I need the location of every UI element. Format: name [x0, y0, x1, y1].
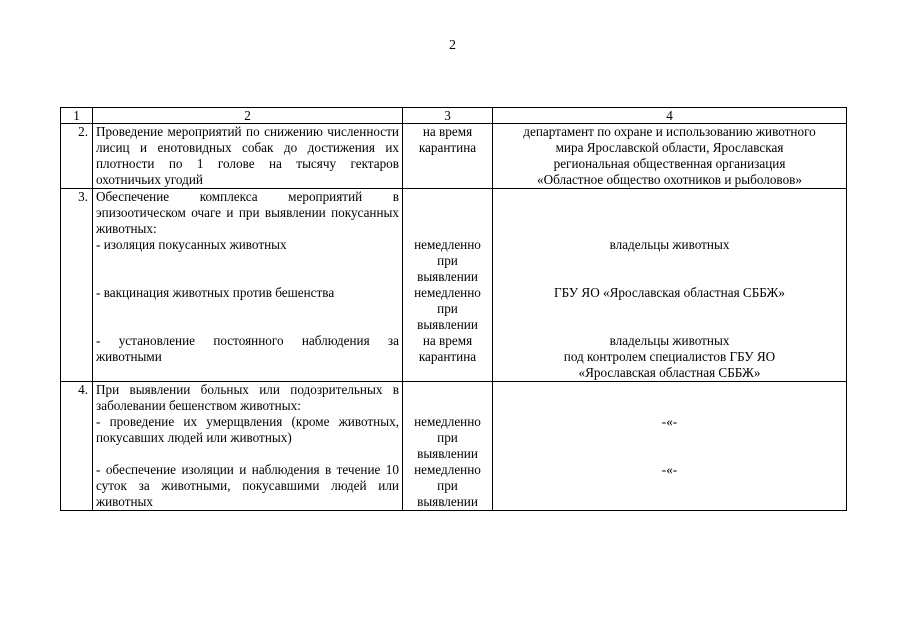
table-header-row	[61, 108, 847, 124]
measure-text: Проведение мероприятий по снижению численности лисиц и енотовидных собак до достижения их плотности по 1 голове на тысячу гектаров охотничьих угодий	[93, 124, 403, 189]
header-col-1: 1	[61, 108, 93, 124]
term-line: на время	[422, 124, 473, 139]
term-line: при	[437, 430, 458, 445]
responsible-line: «Ярославская областная СББЖ»	[578, 365, 761, 380]
row-number: 2.	[61, 124, 93, 189]
term-cell	[403, 382, 493, 511]
term-line: при	[437, 301, 458, 316]
responsible-cell	[493, 382, 847, 511]
row-number: 3.	[61, 189, 93, 382]
responsible-line: под контролем специалистов ГБУ ЯО	[563, 349, 776, 364]
responsible-line: ГБУ ЯО «Ярославская областная СББЖ»	[554, 285, 785, 300]
measure-item: - установление постоянного наблюдения за животными	[96, 333, 399, 364]
measure-item: - обеспечение изоляции и наблюдения в течение 10 суток за животными, покусавшими людей или животных	[96, 462, 399, 509]
term-line: при	[437, 253, 458, 268]
responsible-line: -«-	[661, 462, 678, 477]
term-line: немедленно	[414, 414, 481, 429]
header-col-2: 2	[93, 108, 403, 124]
measure-cell	[93, 382, 403, 511]
measures-table	[60, 107, 847, 511]
term-line: выявлении	[417, 317, 478, 332]
responsible-line: -«-	[661, 414, 678, 429]
term-line: немедленно	[414, 462, 481, 477]
table-row	[61, 124, 847, 189]
measure-intro: При выявлении больных или подозрительных в заболевании бешенством животных:	[96, 382, 399, 413]
term-line: немедленно	[414, 285, 481, 300]
measure-item: - проведение их умерщвления (кроме животных, покусавших людей или животных)	[96, 414, 399, 445]
measure-cell	[93, 189, 403, 382]
measure-item: - вакцинация животных против бешенства	[96, 285, 335, 300]
header-col-3: 3	[403, 108, 493, 124]
header-col-4: 4	[493, 108, 847, 124]
measure-intro: Обеспечение комплекса мероприятий в эпизоотическом очаге и при выявлении покусанных животных:	[96, 189, 399, 236]
page-number: 2	[449, 38, 456, 53]
term-cell	[403, 189, 493, 382]
row-number: 4.	[61, 382, 93, 511]
term-line: выявлении	[417, 269, 478, 284]
responsible-line: региональная общественная организация	[553, 156, 786, 171]
term-line: выявлении	[417, 494, 478, 509]
responsible-cell	[493, 189, 847, 382]
term-line: карантина	[418, 140, 477, 155]
responsible-line: «Областное общество охотников и рыболовов»	[537, 172, 802, 187]
responsible-line: владельцы животных	[609, 237, 730, 252]
term-line: карантина	[418, 349, 477, 364]
responsible-line: мира Ярославской области, Ярославская	[555, 140, 784, 155]
responsible-line: владельцы животных	[609, 333, 730, 348]
term-line: немедленно	[414, 237, 481, 252]
term-line: при	[437, 478, 458, 493]
term-line: на время	[422, 333, 473, 348]
responsible-cell	[493, 124, 847, 189]
table-row	[61, 189, 847, 382]
table-row	[61, 382, 847, 511]
term-cell	[403, 124, 493, 189]
responsible-line: департамент по охране и использованию животного	[523, 124, 816, 139]
measure-item: - изоляция покусанных животных	[96, 237, 287, 252]
term-line: выявлении	[417, 446, 478, 461]
